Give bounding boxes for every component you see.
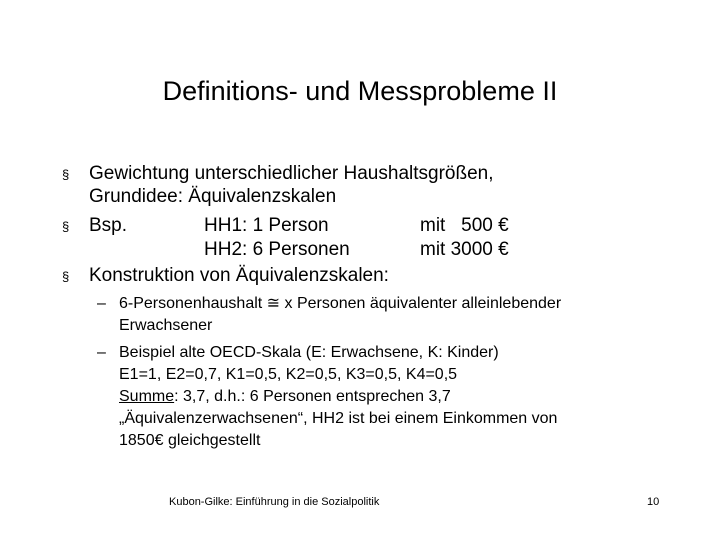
page-number: 10 (647, 496, 660, 508)
sub-bullet-text: E1=1, E2=0,7, K1=0,5, K2=0,5, K3=0,5, K4=0,5 (119, 366, 458, 383)
sub-bullet-text: „Äquivalenzerwachsenen“, HH2 ist bei einem Einkommen von (119, 410, 558, 427)
footer-source: Kubon-Gilke: Einführung in die Sozialpolitik (169, 496, 380, 508)
summe-text: : 3,7, d.h.: 6 Personen entsprechen 3,7 (174, 388, 451, 405)
bullet-text: Gewichtung unterschiedlicher Haushaltsgrößen, (89, 163, 494, 184)
summe-label: Summe (119, 388, 175, 405)
summe-line (119, 386, 451, 408)
sub-bullet-dash: – (97, 295, 106, 312)
bullet-marker: § (62, 219, 70, 234)
household-2-income: mit 3000 € (420, 239, 509, 260)
slide-title: Definitions- und Messprobleme II (162, 76, 558, 106)
bullet-marker: § (62, 269, 70, 284)
sub-bullet-text: 6-Personenhaushalt ≅ x Personen äquivalenter alleinlebender (119, 295, 562, 312)
sub-bullet-dash: – (97, 344, 106, 361)
sub-bullet-text: Beispiel alte OECD-Skala (E: Erwachsene, K: Kinder) (119, 344, 499, 361)
bullet-text: Konstruktion von Äquivalenzskalen: (89, 265, 389, 286)
bullet-text: Grundidee: Äquivalenzskalen (89, 186, 337, 207)
sub-bullet-text: Erwachsener (119, 317, 213, 334)
bullet-marker: § (62, 167, 70, 182)
household-1-income: mit 500 € (420, 215, 509, 236)
household-2: HH2: 6 Personen (204, 239, 350, 260)
household-1: HH1: 1 Person (204, 215, 329, 236)
example-label: Bsp. (89, 215, 128, 236)
sub-bullet-text: 1850€ gleichgestellt (119, 432, 261, 449)
